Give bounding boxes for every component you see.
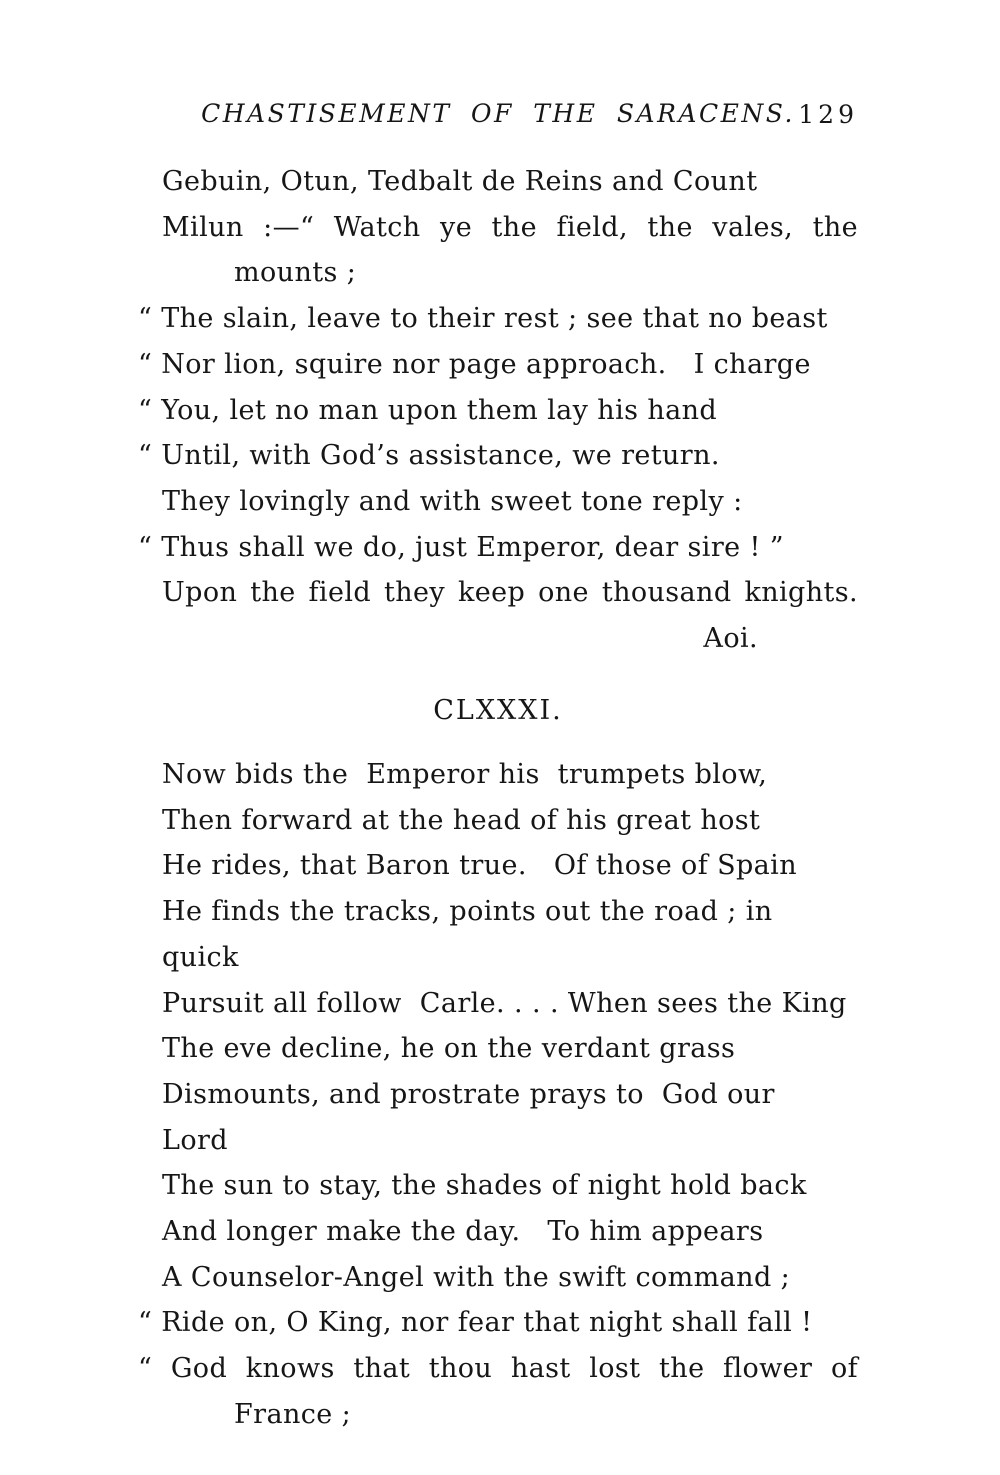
verse-text: He finds the tracks, points out the road ; in quick <box>162 896 782 973</box>
verse-line <box>138 1072 858 1163</box>
verse-line <box>138 433 858 479</box>
verse-line <box>138 1209 858 1255</box>
verse-line <box>138 889 858 980</box>
verse-text: You, let no man upon them lay his hand <box>161 394 718 426</box>
verse-text: A Counselor-Angel with the swift command ; <box>162 1261 791 1293</box>
running-header <box>138 99 858 133</box>
verse-line <box>138 388 858 434</box>
verse-text: mounts ; <box>234 257 357 289</box>
hanging-quote-mark: “ <box>138 394 162 426</box>
verse-line <box>138 1300 858 1346</box>
verse-text: Now bids the Emperor his trumpets blow, <box>162 759 768 790</box>
hanging-quote-mark: “ <box>138 1307 162 1339</box>
verse-text: Then forward at the head of his great host <box>162 804 761 836</box>
verse-line <box>138 296 858 342</box>
verse-line <box>138 1346 858 1392</box>
verse-text: Nor lion, squire nor page approach. I charge <box>161 348 811 380</box>
verse-text: Milun :—“ Watch ye the field, the vales, the <box>162 211 858 243</box>
aoi-refrain <box>138 616 858 662</box>
hanging-quote-mark: “ <box>138 348 162 380</box>
hanging-quote-mark: “ <box>138 531 162 563</box>
verse-line <box>138 1026 858 1072</box>
verse-line <box>138 342 858 388</box>
hanging-quote-mark: “ <box>138 303 162 335</box>
verse-text: Aoi. <box>703 623 758 655</box>
verse-text: France ; <box>234 1398 352 1430</box>
verse-text: The sun to stay, the shades of night hold back <box>162 1170 807 1202</box>
verse-text: They lovingly and with sweet tone reply : <box>162 485 743 517</box>
verse-text: Gebuin, Otun, Tedbalt de Reins and Count <box>162 166 758 197</box>
verse-text: The eve decline, he on the verdant grass <box>162 1033 736 1065</box>
verse-text: Thus shall we do, just Emperor, dear sire ! ” <box>161 531 784 563</box>
verse-text: He rides, that Baron true. Of those of Spain <box>162 850 797 882</box>
verse-line <box>138 479 858 525</box>
verse-line <box>138 250 858 296</box>
verse-line <box>138 798 858 844</box>
verse-line <box>138 159 858 205</box>
verse-text: And longer make the day. To him appears <box>162 1216 764 1248</box>
verse-text: The slain, leave to their rest ; see that no beast <box>161 303 828 335</box>
verse-line <box>138 843 858 889</box>
verse-line <box>138 525 858 571</box>
verse-line <box>138 1255 858 1301</box>
page-number: 129 <box>798 100 858 129</box>
hanging-quote-mark: “ <box>138 1353 171 1385</box>
verse-line <box>138 1392 858 1438</box>
verse-line <box>138 570 858 616</box>
running-header-title: CHASTISEMENT OF THE SARACENS. <box>201 99 795 128</box>
verse-text: Dismounts, and prostrate prays to God our Lord <box>162 1078 793 1156</box>
stanza-clxxx-continuation <box>138 159 858 662</box>
verse-line <box>138 1163 858 1209</box>
verse-line <box>138 205 858 251</box>
verse-line <box>138 981 858 1027</box>
verse-text: Pursuit all follow Carle. . . . When sees the King <box>162 987 847 1019</box>
verse-text: Ride on, O King, nor fear that night shall fall ! <box>161 1307 813 1339</box>
verse-text: Upon the field they keep one thousand knights. <box>162 577 858 609</box>
verse-line <box>138 752 858 798</box>
laisse-number-heading: CLXXXI. <box>433 695 563 726</box>
verse-text: Until, with God’s assistance, we return. <box>161 440 720 472</box>
verse-text: God knows that thou hast lost the flower of <box>170 1353 859 1385</box>
stanza-clxxxi <box>138 752 858 1438</box>
hanging-quote-mark: “ <box>138 440 162 472</box>
